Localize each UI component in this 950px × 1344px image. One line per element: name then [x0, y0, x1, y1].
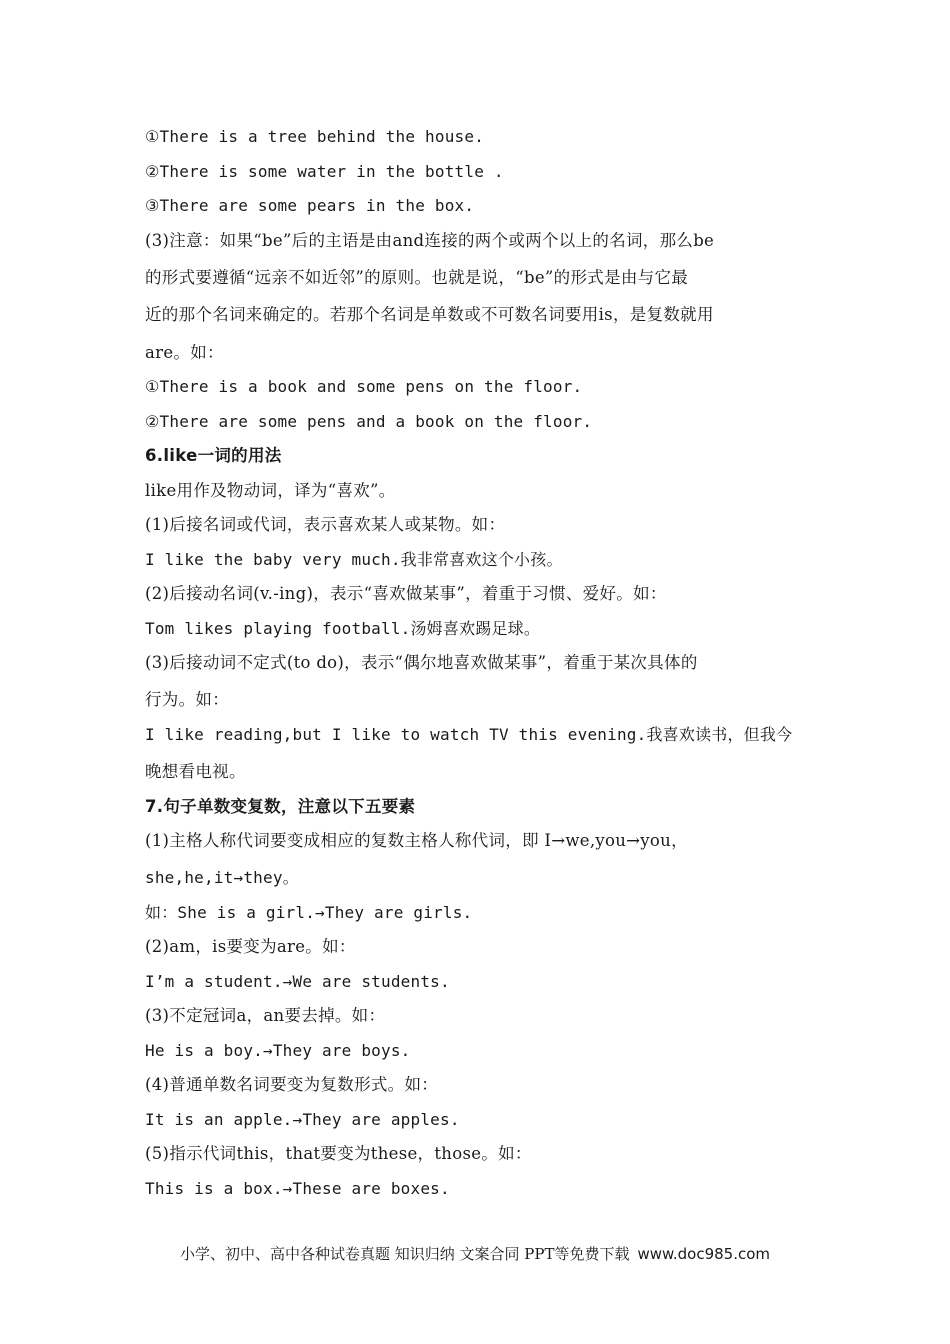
section-heading: 6.like一词的用法: [145, 446, 282, 465]
example-line: ②There is some water in the bottle .: [145, 162, 504, 181]
example-line: ①There is a book and some pens on the floor.: [145, 377, 583, 396]
paragraph-line: (2)am，is要变为are。如：: [145, 937, 356, 956]
paragraph-line: 晚想看电视。: [145, 762, 246, 781]
example-line: He is a boy.→They are boys.: [145, 1041, 411, 1060]
paragraph-line: (1)后接名词或代词，表示喜欢某人或某物。如：: [145, 515, 506, 534]
example-line: Tom likes playing football.汤姆喜欢踢足球。: [145, 619, 541, 638]
footer-url[interactable]: www.doc985.com: [637, 1245, 771, 1263]
paragraph-line: (3)不定冠词a，an要去掉。如：: [145, 1006, 386, 1025]
document-page: [145, 0, 810, 1344]
example-line: It is an apple.→They are apples.: [145, 1110, 460, 1129]
example-line: I like reading,but I like to watch TV this evening.我喜欢读书，但我今: [145, 725, 793, 744]
paragraph-line: 近的那个名词来确定的。若那个名词是单数或不可数名词要用is，是复数就用: [145, 305, 714, 324]
section-heading: 7.句子单数变复数，注意以下五要素: [145, 797, 416, 816]
example-line: I like the baby very much.我非常喜欢这个小孩。: [145, 550, 563, 569]
paragraph-line: (5)指示代词this，that要变为these，those。如：: [145, 1144, 532, 1163]
paragraph-line: (2)后接动名词(v.-ing)，表示“喜欢做某事”，着重于习惯、爱好。如：: [145, 584, 667, 603]
paragraph-line: like用作及物动词，译为“喜欢”。: [145, 481, 396, 500]
page-footer: [0, 1243, 950, 1265]
paragraph-line: 行为。如：: [145, 690, 229, 709]
example-line: ③There are some pears in the box.: [145, 196, 475, 215]
example-line: ①There is a tree behind the house.: [145, 127, 485, 146]
example-line: she,he,it→they。: [145, 868, 299, 887]
paragraph-line: (3)注意：如果“be”后的主语是由and连接的两个或两个以上的名词，那么be: [145, 231, 715, 250]
paragraph-line: (1)主格人称代词要变成相应的复数主格人称代词，即 I→we,you→you，: [145, 831, 688, 850]
example-line: This is a box.→These are boxes.: [145, 1179, 450, 1198]
paragraph-line: 的形式要遵循“远亲不如近邻”的原则。也就是说，“be”的形式是由与它最: [145, 268, 689, 287]
example-line: ②There are some pens and a book on the floor.: [145, 412, 593, 431]
paragraph-line: are。如：: [145, 343, 224, 362]
paragraph-line: (3)后接动词不定式(to do)，表示“偶尔地喜欢做某事”，着重于某次具体的: [145, 653, 698, 672]
footer-text: 小学、初中、高中各种试卷真题 知识归纳 文案合同 PPT等免费下载: [179, 1245, 630, 1263]
example-line: 如：She is a girl.→They are girls.: [145, 903, 473, 922]
paragraph-line: (4)普通单数名词要变为复数形式。如：: [145, 1075, 439, 1094]
example-line: I’m a student.→We are students.: [145, 972, 450, 991]
